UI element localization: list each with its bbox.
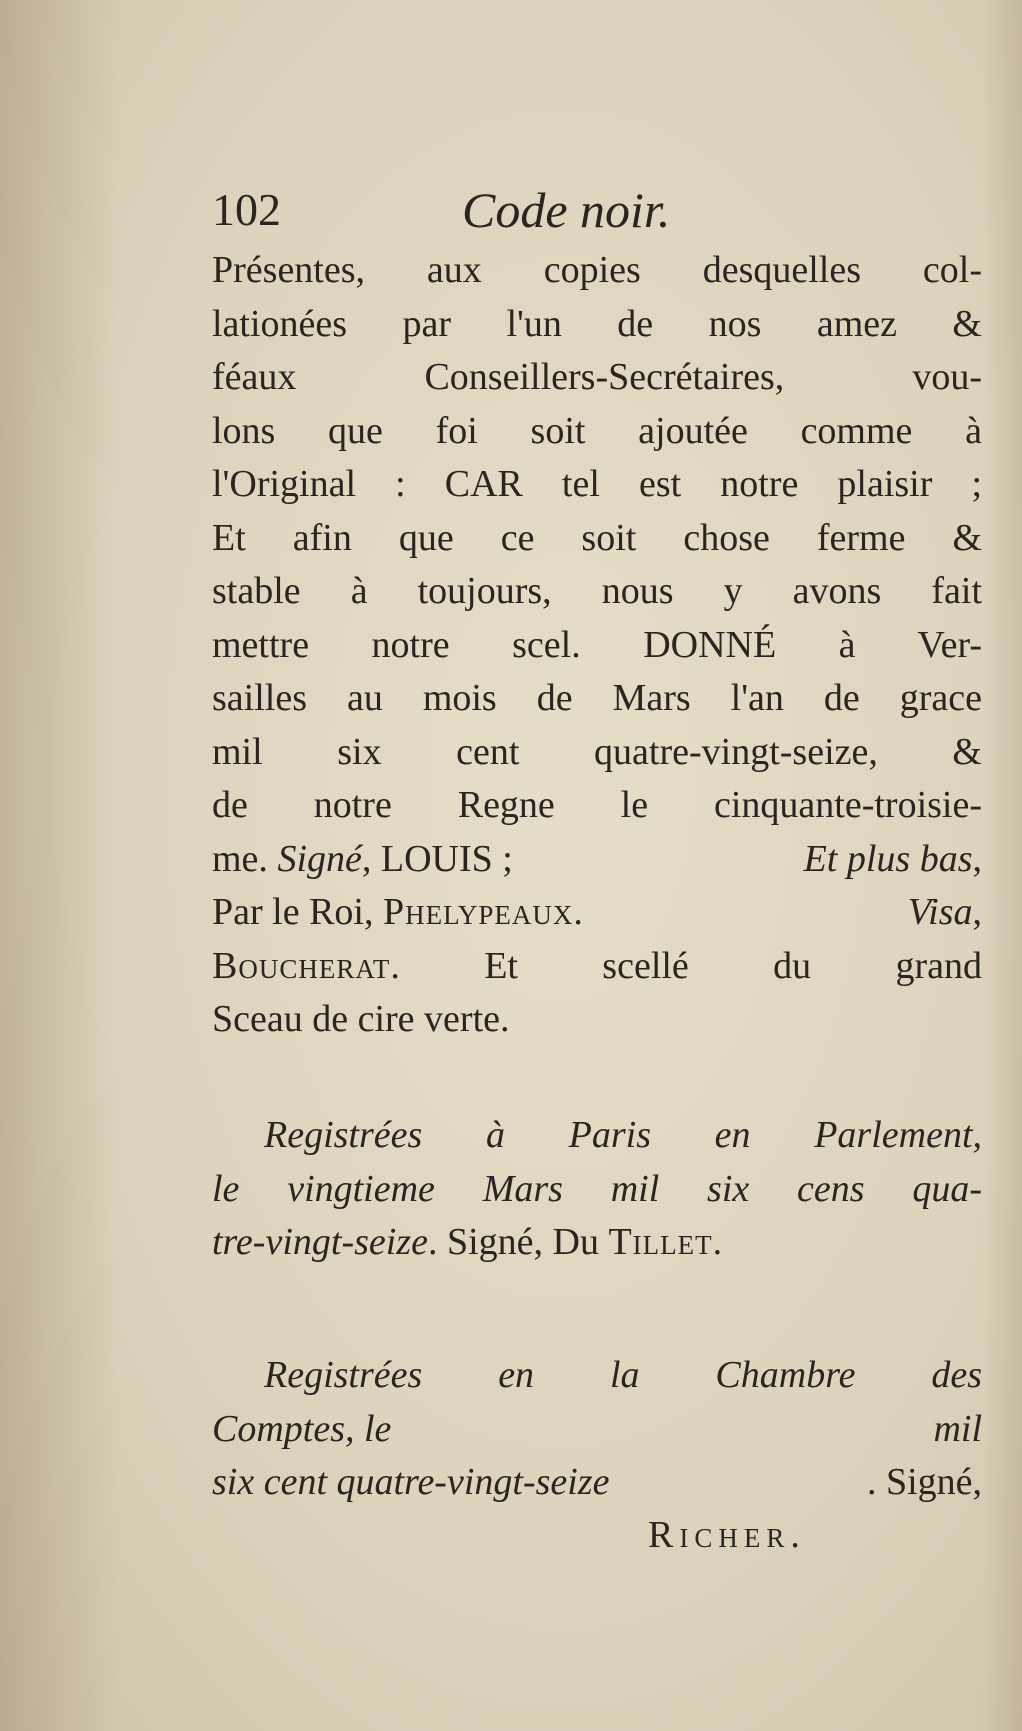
registration-line [212, 1456, 982, 1510]
body-line: lons que foi soit ajoutée comme à [212, 409, 982, 452]
body-line-countersign [212, 886, 982, 940]
body-line: mil six cent quatre-vingt-seize, & [212, 730, 982, 773]
body-line: Et afin que ce soit chose ferme & [212, 516, 982, 559]
text-fragment: me. [212, 837, 278, 880]
body-line: Présentes, aux copies desquelles col- [212, 249, 982, 291]
italic-fragment: Visa [907, 891, 973, 933]
body-line: mettre notre scel. DONNÉ à Ver- [212, 623, 982, 666]
italic-fragment: Signé [277, 837, 362, 880]
body-line: lationées par l'un de nos amez & [212, 302, 982, 345]
running-title: Code noir. [462, 182, 671, 238]
text-fragment: , [972, 837, 982, 880]
line-fragment [908, 886, 982, 940]
text-fragment: . [573, 891, 583, 933]
registration-line [212, 1216, 982, 1270]
body-line: féaux Conseillers-Secrétaires, vou- [212, 356, 982, 398]
body-line: de notre Regne le cinquante-troisie- [212, 784, 982, 826]
italic-fragment: mil [933, 1407, 982, 1450]
smallcaps-fragment: Tillet [608, 1221, 713, 1263]
text-fragment: . Signé, [866, 1461, 982, 1503]
text-fragment: . [712, 1221, 723, 1263]
text-fragment: . Signé, Du [427, 1221, 609, 1263]
italic-fragment: tre-vingt-seize [212, 1221, 428, 1263]
page-number: 102 [212, 184, 281, 235]
registration-line: Registrées à Paris en Parlement, [264, 1114, 982, 1156]
line-fragment [212, 886, 583, 940]
page-edge-shadow [982, 0, 1022, 1731]
text-fragment: Par le Roi, [212, 891, 383, 933]
smallcaps-fragment: Phelypeaux [382, 891, 574, 933]
text-fragment: . Et scellé du grand [390, 944, 982, 987]
smallcaps-fragment: Boucherat [212, 944, 391, 987]
registration-chambre [212, 1349, 982, 1510]
body-line-signature [212, 833, 982, 887]
body-line: sailles au mois de Mars l'an de grace [212, 677, 982, 719]
registration-line: le vingtieme Mars mil six cens qua- [212, 1167, 982, 1210]
body-line: stable à toujours, nous y avons fait [212, 570, 982, 612]
running-header [212, 182, 982, 238]
signature-richer: Richer. [648, 1514, 806, 1556]
body-paragraph [212, 244, 982, 1047]
text-fragment: , [972, 891, 982, 933]
registration-line [212, 1403, 982, 1457]
body-line-last: Sceau de cire verte. [212, 998, 510, 1040]
body-line-seal [212, 940, 982, 994]
line-fragment [804, 833, 982, 887]
italic-fragment: six cent quatre-vingt-seize [212, 1461, 610, 1503]
registration-line: Registrées en la Chambre des [264, 1354, 982, 1396]
text-fragment: , LOUIS ; [361, 837, 513, 880]
body-line: l'Original : CAR tel est notre plaisir ; [212, 463, 982, 505]
italic-fragment: Comptes, le [212, 1407, 392, 1450]
registration-parlement [212, 1109, 982, 1270]
italic-fragment: Et plus bas [803, 837, 973, 880]
line-fragment [212, 833, 513, 887]
page-gutter-shadow [0, 0, 120, 1731]
